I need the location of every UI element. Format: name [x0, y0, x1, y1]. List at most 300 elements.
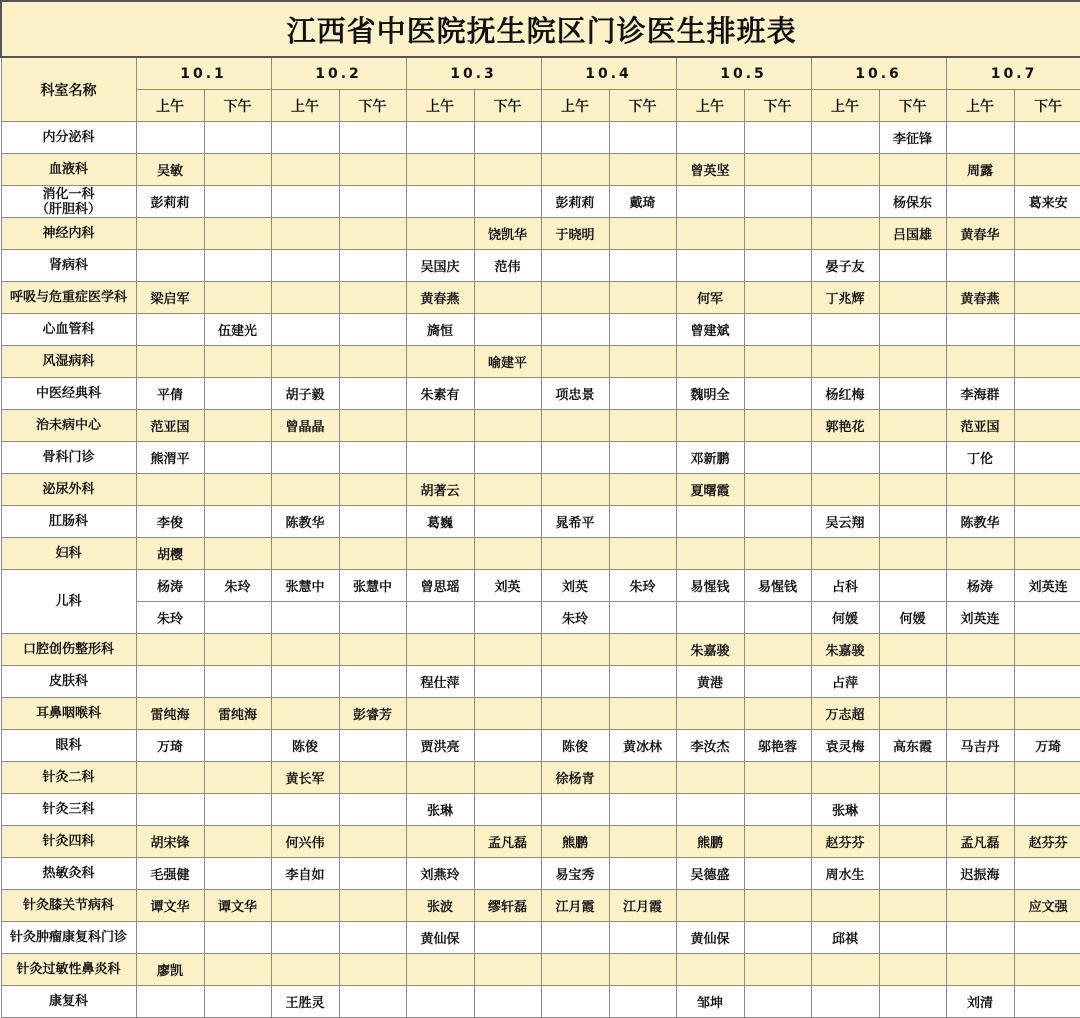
doctor-cell: 张波 — [406, 890, 474, 922]
doctor-cell: 范亚国 — [946, 410, 1014, 442]
doctor-cell — [136, 794, 204, 826]
dept-name-cell: 针灸四科 — [1, 826, 136, 858]
doctor-cell — [744, 794, 811, 826]
doctor-cell — [339, 506, 406, 538]
doctor-cell — [879, 378, 946, 410]
doctor-cell — [406, 762, 474, 794]
dept-name-cell: 骨科门诊 — [1, 442, 136, 474]
doctor-cell: 吴德盛 — [676, 858, 744, 890]
dept-name-cell: 耳鼻咽喉科 — [1, 698, 136, 730]
doctor-cell — [744, 986, 811, 1018]
doctor-cell — [271, 154, 339, 186]
doctor-cell — [676, 218, 744, 250]
doctor-cell: 张慧中 — [339, 570, 406, 602]
table-row — [1, 122, 1080, 154]
doctor-cell — [406, 122, 474, 154]
doctor-cell — [204, 474, 271, 506]
doctor-cell — [1014, 666, 1080, 698]
doctor-cell — [474, 506, 541, 538]
dept-name-cell: 中医经典科 — [1, 378, 136, 410]
doctor-cell — [744, 922, 811, 954]
doctor-cell: 周水生 — [811, 858, 879, 890]
doctor-cell — [204, 794, 271, 826]
doctor-cell — [339, 218, 406, 250]
doctor-cell — [271, 250, 339, 282]
doctor-cell: 曾英坚 — [676, 154, 744, 186]
doctor-cell — [1014, 986, 1080, 1018]
date-header: 10.1 — [136, 57, 271, 90]
doctor-cell: 喻建平 — [474, 346, 541, 378]
doctor-cell — [474, 762, 541, 794]
doctor-cell: 夏曙霞 — [676, 474, 744, 506]
table-row — [1, 442, 1080, 474]
doctor-cell — [339, 442, 406, 474]
doctor-cell — [811, 122, 879, 154]
doctor-cell — [541, 666, 609, 698]
doctor-cell: 丁兆辉 — [811, 282, 879, 314]
doctor-cell: 曾建斌 — [676, 314, 744, 346]
table-row — [1, 794, 1080, 826]
doctor-cell — [541, 474, 609, 506]
doctor-cell — [474, 282, 541, 314]
doctor-cell: 万琦 — [136, 730, 204, 762]
doctor-cell: 孟凡磊 — [474, 826, 541, 858]
doctor-cell — [609, 794, 676, 826]
doctor-cell: 易宝秀 — [541, 858, 609, 890]
doctor-cell — [609, 314, 676, 346]
doctor-cell: 邓新鹏 — [676, 442, 744, 474]
doctor-cell — [744, 634, 811, 666]
doctor-cell — [474, 442, 541, 474]
doctor-cell: 何媛 — [879, 602, 946, 634]
doctor-cell: 李征锋 — [879, 122, 946, 154]
pm-header: 下午 — [474, 90, 541, 122]
doctor-cell — [609, 122, 676, 154]
doctor-cell — [811, 314, 879, 346]
doctor-cell — [541, 410, 609, 442]
doctor-cell — [811, 154, 879, 186]
dept-name-cell: 口腔创伤整形科 — [1, 634, 136, 666]
doctor-cell — [811, 186, 879, 218]
doctor-cell — [1014, 474, 1080, 506]
doctor-cell: 曾思瑶 — [406, 570, 474, 602]
table-row — [1, 826, 1080, 858]
doctor-cell: 王胜灵 — [271, 986, 339, 1018]
table-row — [1, 474, 1080, 506]
pm-header: 下午 — [609, 90, 676, 122]
doctor-cell — [136, 922, 204, 954]
doctor-cell — [406, 346, 474, 378]
doctor-cell — [609, 826, 676, 858]
doctor-cell — [204, 826, 271, 858]
doctor-cell: 高东霞 — [879, 730, 946, 762]
doctor-cell — [1014, 762, 1080, 794]
doctor-cell: 朱嘉骏 — [811, 634, 879, 666]
doctor-cell — [271, 794, 339, 826]
doctor-cell — [339, 474, 406, 506]
doctor-cell — [946, 698, 1014, 730]
doctor-cell — [609, 858, 676, 890]
doctor-cell — [339, 410, 406, 442]
doctor-cell — [406, 154, 474, 186]
doctor-cell — [744, 218, 811, 250]
doctor-cell — [879, 634, 946, 666]
doctor-cell — [879, 986, 946, 1018]
doctor-cell — [339, 730, 406, 762]
doctor-cell: 于晓明 — [541, 218, 609, 250]
doctor-cell: 吴敏 — [136, 154, 204, 186]
doctor-cell: 杨红梅 — [811, 378, 879, 410]
doctor-cell — [204, 154, 271, 186]
doctor-cell: 张慧中 — [271, 570, 339, 602]
doctor-cell — [946, 538, 1014, 570]
doctor-cell — [946, 314, 1014, 346]
doctor-cell: 杨涛 — [136, 570, 204, 602]
doctor-cell — [676, 762, 744, 794]
doctor-cell — [271, 314, 339, 346]
doctor-cell — [204, 730, 271, 762]
doctor-cell: 陈教华 — [271, 506, 339, 538]
doctor-cell: 戴琦 — [609, 186, 676, 218]
doctor-cell — [744, 538, 811, 570]
doctor-cell: 熊鹏 — [676, 826, 744, 858]
doctor-cell — [271, 602, 339, 634]
doctor-cell — [339, 154, 406, 186]
doctor-cell — [339, 346, 406, 378]
doctor-cell — [676, 794, 744, 826]
doctor-cell: 贾洪亮 — [406, 730, 474, 762]
doctor-cell — [136, 474, 204, 506]
doctor-cell — [676, 410, 744, 442]
doctor-cell — [879, 538, 946, 570]
doctor-cell — [204, 634, 271, 666]
doctor-cell — [1014, 634, 1080, 666]
doctor-cell — [1014, 922, 1080, 954]
doctor-cell — [609, 538, 676, 570]
doctor-cell: 黄春华 — [946, 218, 1014, 250]
doctor-cell — [946, 890, 1014, 922]
doctor-cell — [271, 346, 339, 378]
doctor-cell: 张琳 — [811, 794, 879, 826]
am-header: 上午 — [406, 90, 474, 122]
pm-header: 下午 — [879, 90, 946, 122]
doctor-cell: 黄长军 — [271, 762, 339, 794]
doctor-cell — [271, 282, 339, 314]
page-title: 江西省中医院抚生院区门诊医生排班表 — [1, 1, 1080, 57]
doctor-cell — [879, 282, 946, 314]
doctor-cell — [271, 698, 339, 730]
table-row — [1, 986, 1080, 1018]
doctor-cell — [136, 346, 204, 378]
doctor-cell: 魏明全 — [676, 378, 744, 410]
doctor-cell — [879, 762, 946, 794]
doctor-cell — [541, 122, 609, 154]
doctor-cell — [946, 474, 1014, 506]
doctor-cell: 朱嘉骏 — [676, 634, 744, 666]
doctor-cell: 李俊 — [136, 506, 204, 538]
doctor-cell — [474, 858, 541, 890]
doctor-cell — [879, 794, 946, 826]
dept-name-cell: 血液科 — [1, 154, 136, 186]
doctor-cell — [204, 602, 271, 634]
dept-name-cell: 针灸过敏性鼻炎科 — [1, 954, 136, 986]
doctor-cell — [676, 250, 744, 282]
doctor-cell — [271, 954, 339, 986]
doctor-cell — [1014, 506, 1080, 538]
doctor-cell — [474, 986, 541, 1018]
doctor-cell — [609, 154, 676, 186]
doctor-cell — [541, 282, 609, 314]
dept-name-cell: 针灸二科 — [1, 762, 136, 794]
am-header: 上午 — [271, 90, 339, 122]
doctor-cell: 杨保东 — [879, 186, 946, 218]
doctor-cell — [946, 794, 1014, 826]
doctor-cell: 刘英 — [474, 570, 541, 602]
doctor-cell: 程仕萍 — [406, 666, 474, 698]
doctor-cell — [609, 474, 676, 506]
doctor-cell — [406, 218, 474, 250]
doctor-cell: 胡宋锋 — [136, 826, 204, 858]
doctor-cell: 彭莉莉 — [541, 186, 609, 218]
doctor-cell — [339, 602, 406, 634]
am-header: 上午 — [541, 90, 609, 122]
doctor-cell — [676, 186, 744, 218]
doctor-cell — [339, 250, 406, 282]
doctor-cell — [609, 346, 676, 378]
doctor-cell — [811, 762, 879, 794]
doctor-cell — [879, 474, 946, 506]
table-row — [1, 378, 1080, 410]
table-row — [1, 666, 1080, 698]
doctor-cell — [204, 218, 271, 250]
doctor-cell — [474, 410, 541, 442]
doctor-cell — [744, 954, 811, 986]
doctor-cell: 梁启军 — [136, 282, 204, 314]
doctor-cell: 胡子毅 — [271, 378, 339, 410]
doctor-cell: 黄春燕 — [406, 282, 474, 314]
doctor-cell — [406, 602, 474, 634]
doctor-cell — [204, 538, 271, 570]
doctor-cell — [474, 186, 541, 218]
doctor-cell: 迟振海 — [946, 858, 1014, 890]
doctor-cell: 刘英连 — [1014, 570, 1080, 602]
doctor-cell: 周露 — [946, 154, 1014, 186]
doctor-cell — [744, 314, 811, 346]
doctor-cell — [541, 986, 609, 1018]
dept-name-cell: 眼科 — [1, 730, 136, 762]
doctor-cell — [609, 922, 676, 954]
date-header: 10.7 — [946, 57, 1080, 90]
doctor-cell: 邬艳蓉 — [744, 730, 811, 762]
dept-name-cell: 消化一科 （肝胆科） — [1, 186, 136, 218]
doctor-cell — [204, 858, 271, 890]
table-row — [1, 154, 1080, 186]
doctor-cell — [609, 410, 676, 442]
doctor-cell: 李汝杰 — [676, 730, 744, 762]
doctor-cell — [946, 250, 1014, 282]
doctor-cell — [136, 250, 204, 282]
doctor-cell — [879, 506, 946, 538]
doctor-cell — [136, 122, 204, 154]
doctor-cell — [271, 634, 339, 666]
doctor-cell: 朱玲 — [136, 602, 204, 634]
doctor-cell: 应文强 — [1014, 890, 1080, 922]
doctor-cell — [339, 666, 406, 698]
doctor-cell — [204, 410, 271, 442]
doctor-cell: 陈俊 — [541, 730, 609, 762]
doctor-cell: 吴云翔 — [811, 506, 879, 538]
doctor-cell: 刘清 — [946, 986, 1014, 1018]
doctor-cell: 郭艳花 — [811, 410, 879, 442]
doctor-cell — [744, 154, 811, 186]
doctor-cell — [946, 122, 1014, 154]
doctor-cell — [676, 954, 744, 986]
doctor-cell — [879, 570, 946, 602]
dept-name-cell: 内分泌科 — [1, 122, 136, 154]
doctor-cell — [676, 506, 744, 538]
table-row — [1, 218, 1080, 250]
dept-name-cell: 皮肤科 — [1, 666, 136, 698]
doctor-cell: 黄春燕 — [946, 282, 1014, 314]
doctor-cell — [136, 218, 204, 250]
doctor-cell — [271, 474, 339, 506]
doctor-cell — [1014, 698, 1080, 730]
doctor-cell — [744, 346, 811, 378]
doctor-cell — [474, 314, 541, 346]
doctor-cell — [541, 794, 609, 826]
doctor-cell: 晏子友 — [811, 250, 879, 282]
dept-name-cell: 神经内科 — [1, 218, 136, 250]
table-row — [1, 634, 1080, 666]
doctor-cell — [744, 250, 811, 282]
table-row — [1, 730, 1080, 762]
doctor-cell — [879, 314, 946, 346]
doctor-cell — [406, 410, 474, 442]
table-row — [1, 506, 1080, 538]
doctor-cell: 杨涛 — [946, 570, 1014, 602]
doctor-cell — [339, 954, 406, 986]
doctor-cell — [339, 986, 406, 1018]
doctor-cell — [339, 538, 406, 570]
doctor-cell — [1014, 538, 1080, 570]
doctor-cell — [946, 634, 1014, 666]
doctor-cell: 万琦 — [1014, 730, 1080, 762]
doctor-cell: 张琳 — [406, 794, 474, 826]
doctor-cell — [204, 922, 271, 954]
doctor-cell — [474, 794, 541, 826]
pm-header: 下午 — [339, 90, 406, 122]
doctor-cell: 胡著云 — [406, 474, 474, 506]
doctor-cell: 易惺钱 — [676, 570, 744, 602]
doctor-cell — [609, 602, 676, 634]
doctor-cell: 黄港 — [676, 666, 744, 698]
doctor-cell — [879, 154, 946, 186]
doctor-cell: 谭文华 — [204, 890, 271, 922]
doctor-cell: 范亚国 — [136, 410, 204, 442]
doctor-cell — [474, 474, 541, 506]
dept-name-cell: 儿科 — [1, 570, 136, 634]
doctor-cell — [946, 922, 1014, 954]
doctor-cell — [136, 634, 204, 666]
doctor-cell — [946, 762, 1014, 794]
doctor-cell — [204, 122, 271, 154]
doctor-cell — [879, 858, 946, 890]
doctor-cell: 李海群 — [946, 378, 1014, 410]
table-row — [1, 282, 1080, 314]
doctor-cell — [1014, 794, 1080, 826]
doctor-cell: 晁希平 — [541, 506, 609, 538]
doctor-cell — [744, 442, 811, 474]
doctor-cell — [541, 698, 609, 730]
doctor-cell — [271, 538, 339, 570]
doctor-cell — [339, 858, 406, 890]
doctor-cell — [811, 442, 879, 474]
doctor-cell — [811, 474, 879, 506]
am-header: 上午 — [136, 90, 204, 122]
doctor-cell — [879, 346, 946, 378]
doctor-cell — [339, 634, 406, 666]
doctor-cell: 孟凡磊 — [946, 826, 1014, 858]
doctor-cell — [406, 986, 474, 1018]
doctor-cell — [204, 282, 271, 314]
doctor-cell: 刘燕玲 — [406, 858, 474, 890]
doctor-cell: 雷纯海 — [136, 698, 204, 730]
doctor-cell: 马吉丹 — [946, 730, 1014, 762]
doctor-cell — [1014, 122, 1080, 154]
doctor-cell — [609, 954, 676, 986]
doctor-cell: 葛巍 — [406, 506, 474, 538]
doctor-cell — [676, 346, 744, 378]
doctor-cell — [204, 954, 271, 986]
table-row — [1, 186, 1080, 218]
doctor-cell — [609, 506, 676, 538]
doctor-cell — [339, 794, 406, 826]
doctor-cell: 陈教华 — [946, 506, 1014, 538]
date-header: 10.6 — [811, 57, 946, 90]
doctor-cell — [541, 922, 609, 954]
doctor-cell — [879, 250, 946, 282]
date-header: 10.3 — [406, 57, 541, 90]
doctor-cell: 刘英连 — [946, 602, 1014, 634]
doctor-cell — [339, 122, 406, 154]
doctor-cell — [204, 186, 271, 218]
table-row — [1, 890, 1080, 922]
am-header: 上午 — [811, 90, 879, 122]
doctor-cell — [204, 506, 271, 538]
doctor-cell — [811, 890, 879, 922]
dept-name-cell: 针灸膝关节病科 — [1, 890, 136, 922]
doctor-cell — [744, 186, 811, 218]
table-row — [1, 538, 1080, 570]
doctor-cell: 李自如 — [271, 858, 339, 890]
table-row — [1, 314, 1080, 346]
doctor-cell — [474, 602, 541, 634]
doctor-cell: 范伟 — [474, 250, 541, 282]
doctor-cell: 黄仙保 — [406, 922, 474, 954]
table-row — [1, 250, 1080, 282]
doctor-cell: 毛强健 — [136, 858, 204, 890]
doctor-cell — [406, 442, 474, 474]
doctor-cell — [744, 890, 811, 922]
doctor-cell — [406, 826, 474, 858]
doctor-cell: 平倩 — [136, 378, 204, 410]
doctor-cell — [1014, 218, 1080, 250]
doctor-cell: 江月霞 — [541, 890, 609, 922]
dept-column-header: 科室名称 — [1, 57, 136, 122]
table-row — [1, 698, 1080, 730]
pm-header: 下午 — [744, 90, 811, 122]
doctor-cell: 熊鹏 — [541, 826, 609, 858]
